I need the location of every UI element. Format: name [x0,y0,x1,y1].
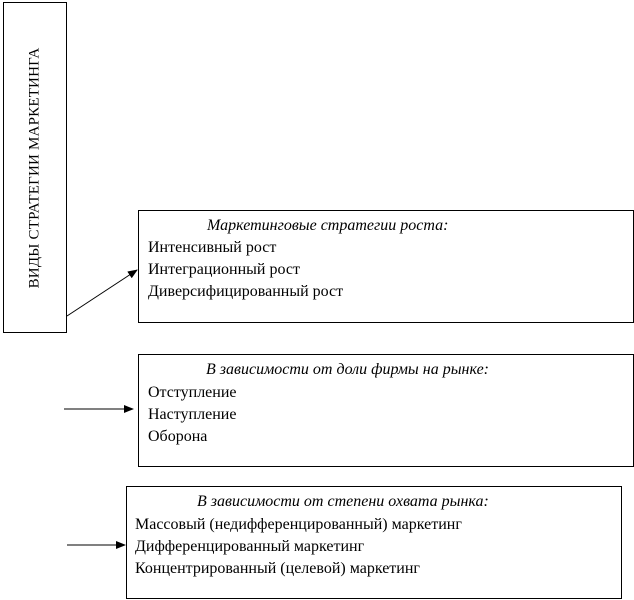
list-item: Интенсивный рост [148,239,277,256]
market-share-strategies-title: В зависимости от доли фирмы на рынке: [206,361,489,378]
market-coverage-strategies-title: В зависимости от степени охвата рынка: [197,493,489,510]
growth-strategies-title: Маркетинговые стратегии роста: [207,217,449,234]
main-category-label: ВИДЫ СТРАТЕГИИ МАРКЕТИНГА [26,47,43,288]
list-item: Интеграционный рост [148,261,300,278]
list-item: Наступление [148,406,237,423]
list-item: Оборона [148,428,208,445]
list-item: Массовый (недифференцированный) маркетинг [135,516,462,533]
list-item: Концентрированный (целевой) маркетинг [135,560,420,577]
list-item: Диверсифицированный рост [148,283,344,300]
arrow-to-growth-strategies [67,270,137,316]
list-item: Дифференцированный маркетинг [135,538,365,555]
list-item: Отступление [148,384,237,401]
